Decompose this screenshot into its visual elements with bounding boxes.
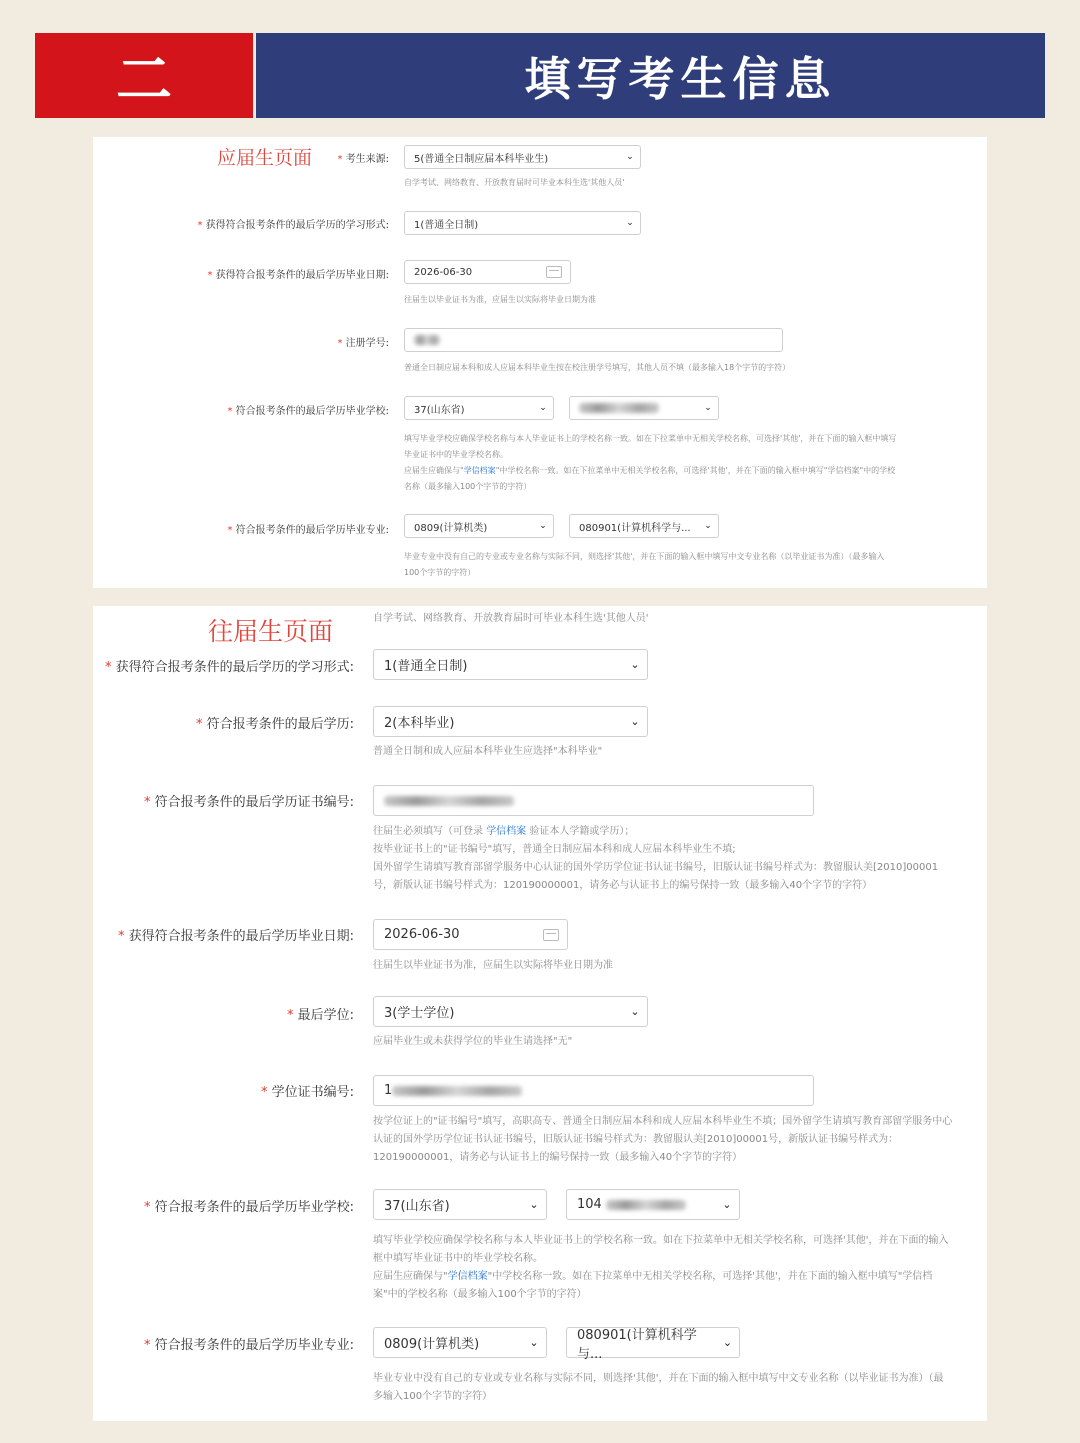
chevron-down-icon: ⌄ [630,1005,640,1018]
study-form-select[interactable] [404,211,641,235]
study-form-select-value: 1(普通全日制) [414,219,479,231]
past-school-hint: 填写毕业学校应确保学校名称与本人毕业证书上的学校名称一致。如在下拉菜单中无相关学校名称，可选择'其他'，并在下面的输入框中填写毕业证书中的毕业学校名称。 应届生应确保与"学信档案"中学校名称一致。如在下拉菜单中无相关学校名称，可选择'其他'，并在下面的输入框中填写"学信档案"中的学校名称（最多输入100个字节的字符） [373,1235,949,1300]
past-graduate-form [93,606,987,1421]
reg-no-hint: 普通全日制应届本科和成人应届本科毕业生按在校注册学号填写，其他人员不填（最多输入18个字节的字符） [404,363,791,372]
past-school-name-value: 104 [577,1197,686,1212]
school-name-select[interactable] [569,396,719,420]
past-grad-date-label: * 获得符合报考条件的最后学历毕业日期: [117,929,354,944]
major-hint: 毕业专业中没有自己的专业或专业名称与实际不同，则选择'其他'，并在下面的输入框中填写中文专业名称（以毕业证书为准）（最多输入100个字节的字符） [404,552,885,577]
study-form-label: * 获得符合报考条件的最后学历的学习形式: [197,220,389,231]
reg-no-input[interactable] [404,328,783,352]
chevron-down-icon: ⌄ [630,658,640,671]
chevron-down-icon: ⌄ [704,521,712,531]
past-grad-date-value: 2026-06-30 [384,927,460,942]
grad-date-value: 2026-06-30 [414,266,473,278]
redacted-value [579,403,659,413]
degree-level-label: * 符合报考条件的最后学历: [195,717,354,732]
past-top-hint: 自学考试、网络教育、开放教育届时可毕业本科生选'其他人员' [373,613,649,624]
past-school-name-select[interactable] [566,1189,740,1220]
cert-hint: 往届生必须填写（可登录 学信档案 验证本人学籍或学历）； 按毕业证书上的"证书编号"填写，普通全日制应届本科和成人应届本科毕业生不填; 国外留学生请填写教育部留学服务中心认证的国外学历学位证书认证书编号，旧版认证书编号样式为：教留服认美[2010]00001号，新版认证书编号样式为：120190000001，请务必与认证书上的编号保持一致（最多输入40个字节的字符） [373,826,939,891]
xuexin-link[interactable]: 学信档案 [463,466,496,475]
section-number: 二 [35,33,253,118]
chevron-down-icon: ⌄ [626,152,634,162]
chevron-down-icon: ⌄ [722,1336,733,1349]
chevron-down-icon: ⌄ [722,1198,732,1211]
source-hint: 自学考试、网络教育、开放教育届时可毕业本科生选'其他人员' [404,178,625,187]
major-category-select[interactable] [404,514,554,538]
cert-label: * 符合报考条件的最后学历证书编号: [143,795,354,810]
degree-level-value: 2(本科毕业) [384,716,455,731]
past-study-form-select[interactable] [373,649,648,680]
school-label: * 符合报考条件的最后学历毕业学校: [227,406,389,417]
major-category-value: 0809(计算机类) [414,522,488,534]
past-grad-date-input[interactable] [373,919,568,950]
past-major-hint: 毕业专业中没有自己的专业或专业名称与实际不同，则选择'其他'，并在下面的输入框中填写中文专业名称（以毕业证书为准）（最多输入100个字节的字符） [373,1373,944,1402]
school-province-value: 37(山东省) [414,404,465,416]
major-label: * 符合报考条件的最后学历毕业专业: [227,525,389,536]
degree-level-hint: 普通全日制和成人应届本科毕业生应选择"本科毕业" [373,746,603,757]
degree-cert-hint: 按学位证上的"证书编号"填写，高职高专、普通全日制应届本科和成人应届本科毕业生不填；国外留学生请填写教育部留学服务中心认证的国外学历学位证书认证书编号，旧版认证书编号样式为：教留服认美[2010]00001号，新版认证书编号样式为：120190000001，请务必与认证书上的编号保持一致（最多输入40个字节的字符） [373,1116,953,1163]
past-major-value: 080901(计算机科学与... [577,1327,697,1362]
chevron-down-icon: ⌄ [529,1336,539,1349]
redacted-value [392,1086,522,1096]
past-section-title: 往届生页面 [208,617,334,646]
major-select[interactable] [569,514,719,538]
xuexin-link[interactable]: 学信档案 [486,826,527,837]
degree-cert-prefix: 1 [384,1083,393,1098]
major-value: 080901(计算机科学与... [579,522,691,534]
chevron-down-icon: ⌄ [704,403,712,413]
redacted-value [414,335,440,345]
past-major-category-select[interactable] [373,1327,547,1358]
section-heading: 填写考生信息 [256,33,1045,118]
cert-input[interactable] [373,785,814,816]
degree-hint: 应届毕业生或未获得学位的毕业生请选择"无" [373,1036,573,1047]
school-province-select[interactable] [404,396,554,420]
degree-select[interactable] [373,996,648,1027]
xuexin-link[interactable]: 学信档案 [447,1271,488,1282]
source-label: * 考生来源: [337,154,389,165]
past-major-select[interactable] [566,1327,740,1362]
past-school-province-select[interactable] [373,1189,547,1220]
reg-no-label: * 注册学号: [337,338,389,349]
grad-date-label: * 获得符合报考条件的最后学历毕业日期: [207,270,389,281]
fresh-graduate-form [93,137,987,588]
section-banner [35,33,1045,118]
past-study-form-label: * 获得符合报考条件的最后学历的学习形式: [104,660,354,675]
degree-level-select[interactable] [373,706,648,737]
past-grad-date-hint: 往届生以毕业证书为准，应届生以实际将毕业日期为准 [373,960,613,971]
chevron-down-icon: ⌄ [539,403,547,413]
degree-cert-input[interactable] [373,1075,814,1106]
past-school-province-value: 37(山东省) [384,1199,450,1214]
chevron-down-icon: ⌄ [529,1198,539,1211]
past-major-category-value: 0809(计算机类) [384,1337,480,1352]
fresh-section-title: 应届生页面 [217,147,313,169]
redacted-value [384,796,514,806]
chevron-down-icon: ⌄ [626,218,634,228]
source-select-value: 5(普通全日制应届本科毕业生) [414,153,549,165]
source-select[interactable] [404,145,641,169]
degree-label: * 最后学位: [286,1008,354,1023]
calendar-icon[interactable] [546,266,562,278]
past-study-form-value: 1(普通全日制) [384,659,468,674]
school-hint: 填写毕业学校应确保学校名称与本人毕业证书上的学校名称一致。如在下拉菜单中无相关学校名称，可选择'其他'，并在下面的输入框中填写毕业证书中的毕业学校名称。 应届生应确保与"学信档案"中学校名称一致。如在下拉菜单中无相关学校名称，可选择'其他'，并在下面的输入框中填写"学信档案"中的学校名称（最多输入100个字节的字符） [404,434,897,491]
grad-date-input[interactable] [404,260,571,284]
grad-date-hint: 往届生以毕业证书为准，应届生以实际将毕业日期为准 [404,295,596,304]
degree-value: 3(学士学位) [384,1006,455,1021]
degree-cert-label: * 学位证书编号: [260,1085,354,1100]
chevron-down-icon: ⌄ [539,521,547,531]
chevron-down-icon: ⌄ [630,715,640,728]
past-major-label: * 符合报考条件的最后学历毕业专业: [143,1338,354,1353]
calendar-icon[interactable] [543,929,559,941]
past-school-label: * 符合报考条件的最后学历毕业学校: [143,1200,354,1215]
